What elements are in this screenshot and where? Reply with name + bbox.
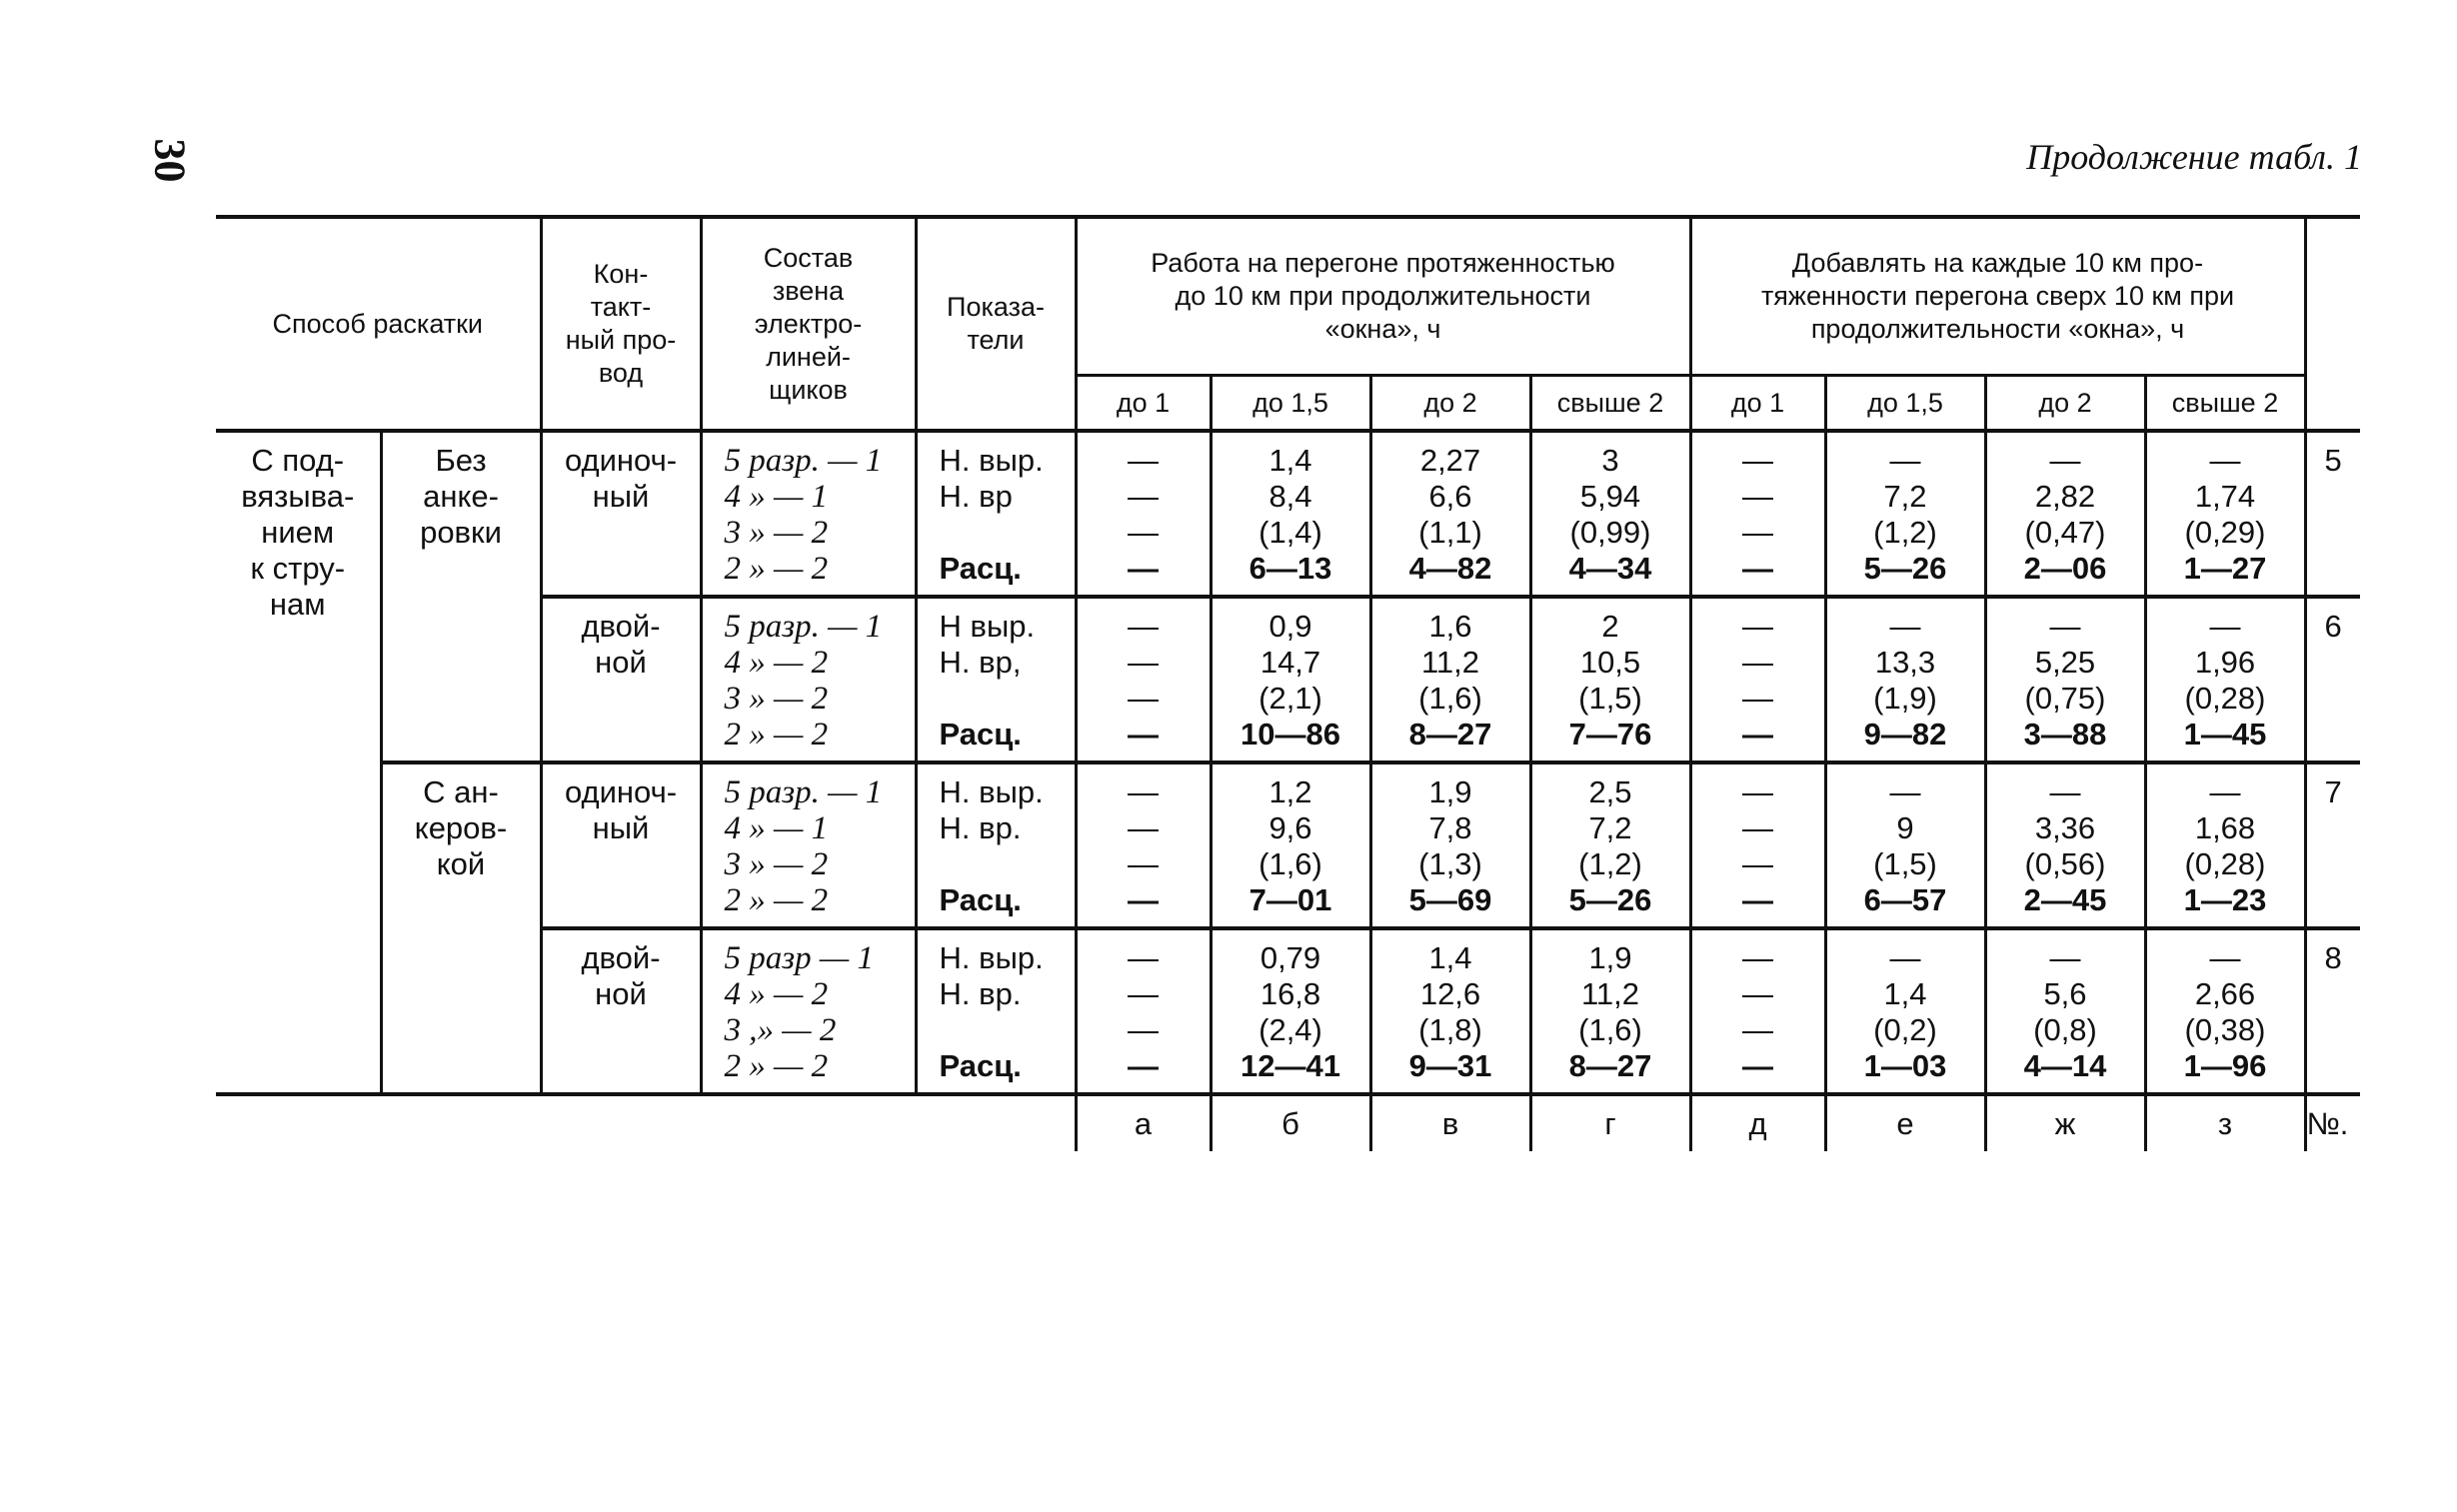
- value-col-а-value: —: [1128, 774, 1159, 809]
- value-col-г-value: 2: [1601, 609, 1619, 644]
- value-col-е-value: 9: [1896, 810, 1914, 845]
- value-col-а-value: —: [1128, 681, 1159, 716]
- value-col-д-value: —: [1742, 846, 1773, 881]
- crew-composition-value: 2 » — 2: [724, 717, 829, 753]
- value-col-в-value: (1,6): [1418, 681, 1482, 716]
- indicators-value: [940, 846, 1075, 882]
- crew-composition-value: 3 » — 2: [724, 515, 829, 551]
- value-col-ж-value: —: [2049, 774, 2081, 809]
- crew-composition-value: 4 » — 1: [724, 479, 829, 515]
- value-col-е-value: —: [1889, 774, 1921, 809]
- subheader-cell: до 1: [1690, 376, 1825, 432]
- value-col-г-value: 11,2: [1580, 976, 1640, 1011]
- value-col-а-value: —: [1128, 443, 1159, 478]
- indicators-value: Н. выр.: [939, 940, 1044, 975]
- value-col-д-value: —: [1742, 717, 1773, 752]
- subheader-cell: до 2: [1370, 376, 1530, 432]
- value-col-з: [2145, 597, 2305, 762]
- value-col-б-value: 0,9: [1268, 609, 1312, 644]
- value-col-е-value: 13,3: [1874, 645, 1936, 680]
- indicators: [916, 597, 1076, 762]
- value-col-б: [1211, 928, 1370, 1094]
- value-col-д: [1690, 928, 1825, 1094]
- value-col-ж-value: 5,25: [2034, 645, 2096, 680]
- indicators-value: [940, 1012, 1075, 1048]
- header-indicators: Показа- тели: [916, 217, 1076, 431]
- method-with-anchor: С ан- керов- кой: [381, 762, 541, 1094]
- value-col-в-value: 11,2: [1420, 645, 1480, 680]
- value-col-а-value: —: [1128, 551, 1159, 586]
- value-col-ж: [1985, 762, 2145, 928]
- value-col-ж-value: —: [2049, 609, 2081, 644]
- value-col-г-value: (1,6): [1578, 1012, 1642, 1047]
- value-col-г-value: (1,2): [1578, 846, 1642, 881]
- value-col-в-value: (1,3): [1418, 846, 1482, 881]
- value-col-в-value: 12,6: [1419, 976, 1481, 1011]
- value-col-д-value: —: [1742, 609, 1773, 644]
- indicators-value: Н. вр,: [939, 645, 1022, 680]
- value-col-д-value: —: [1742, 515, 1773, 550]
- value-col-д-value: —: [1742, 1012, 1773, 1047]
- value-col-а-value: —: [1128, 846, 1159, 881]
- indicators-value: Расц.: [939, 551, 1022, 586]
- value-col-е-value: (0,2): [1873, 1012, 1937, 1047]
- column-letter: б: [1211, 1094, 1370, 1151]
- subheader-cell: до 2: [1985, 376, 2145, 432]
- subheader-cell: свыше 2: [2145, 376, 2305, 432]
- row-number: 6: [2305, 597, 2360, 762]
- value-col-б-value: 10—86: [1240, 717, 1340, 752]
- value-col-в-value: (1,8): [1418, 1012, 1482, 1047]
- value-col-б-value: 0,79: [1259, 940, 1321, 975]
- value-col-б-value: 16,8: [1259, 976, 1321, 1011]
- subheader-cell: до 1: [1076, 376, 1211, 432]
- crew-composition-value: 5 разр — 1: [724, 940, 874, 976]
- value-col-з-value: (0,28): [2184, 846, 2266, 881]
- value-col-г-value: 8—27: [1568, 1048, 1652, 1083]
- value-col-б-value: (1,4): [1258, 515, 1322, 550]
- value-col-д-value: —: [1742, 645, 1773, 680]
- column-letter: а: [1076, 1094, 1211, 1151]
- value-col-г-value: 3: [1601, 443, 1619, 478]
- value-col-ж: [1985, 431, 2145, 597]
- value-col-з-value: 1—27: [2183, 551, 2267, 586]
- value-col-з: [2145, 431, 2305, 597]
- value-col-е-value: —: [1889, 443, 1921, 478]
- value-col-д: [1690, 431, 1825, 597]
- value-col-з-value: 1—45: [2183, 717, 2267, 752]
- value-col-ж-value: 3,36: [2034, 810, 2096, 845]
- value-col-а-value: —: [1128, 882, 1159, 917]
- value-col-а-value: —: [1128, 717, 1159, 752]
- value-col-а-value: —: [1128, 609, 1159, 644]
- value-col-а-value: —: [1128, 1012, 1159, 1047]
- wire-type: одиноч- ный: [541, 762, 701, 928]
- footer-blank: [216, 1094, 1076, 1151]
- value-col-б-value: (2,1): [1258, 681, 1322, 716]
- value-col-д-value: —: [1742, 940, 1773, 975]
- value-col-б-value: 1,4: [1268, 443, 1312, 478]
- value-col-ж: [1985, 597, 2145, 762]
- value-col-е-value: 7,2: [1883, 479, 1927, 514]
- value-col-з-value: —: [2209, 609, 2241, 644]
- value-col-а-value: —: [1128, 479, 1159, 514]
- indicators-value: Н. вр: [939, 479, 1013, 514]
- value-col-г-value: (1,5): [1578, 681, 1642, 716]
- value-col-д-value: —: [1742, 551, 1773, 586]
- value-col-в-value: 7,8: [1428, 810, 1472, 845]
- value-col-а-value: —: [1128, 810, 1159, 845]
- value-col-ж-value: 2—06: [2023, 551, 2107, 586]
- column-letter: ж: [1985, 1094, 2145, 1151]
- crew-composition-value: 5 разр. — 1: [724, 609, 883, 645]
- indicators-value: [940, 515, 1075, 551]
- value-col-е-value: 6—57: [1863, 882, 1947, 917]
- value-col-г: [1530, 928, 1690, 1094]
- indicators-value: Расц.: [939, 1048, 1022, 1083]
- table-continuation-caption: Продолжение табл. 1: [2026, 137, 2362, 177]
- crew-composition-value: 5 разр. — 1: [724, 774, 883, 810]
- value-col-е-value: 5—26: [1863, 551, 1947, 586]
- value-col-б-value: (2,4): [1258, 1012, 1322, 1047]
- indicators-value: Н. выр.: [939, 774, 1044, 809]
- value-col-а-value: —: [1128, 940, 1159, 975]
- header-crew: Состав звена электро- линей- щиков: [701, 217, 916, 431]
- value-col-е-value: 1,4: [1883, 976, 1927, 1011]
- value-col-е-value: (1,9): [1873, 681, 1937, 716]
- indicators-value: [940, 681, 1075, 717]
- value-col-з-value: (0,29): [2184, 515, 2266, 550]
- value-col-г-value: 5,94: [1579, 479, 1641, 514]
- page-number: 30: [145, 138, 195, 183]
- column-letter: з: [2145, 1094, 2305, 1151]
- value-col-е-value: 9—82: [1863, 717, 1947, 752]
- value-col-г: [1530, 762, 1690, 928]
- value-col-ж: [1985, 928, 2145, 1094]
- crew-composition: [701, 597, 916, 762]
- method-suspended: С под- вязыва- нием к стру- нам: [216, 431, 381, 1094]
- header-group-add: Добавлять на каждые 10 км про- тяженности перегона сверх 10 км при продолжительности «окна», ч: [1690, 217, 2305, 376]
- value-col-в-value: 1,4: [1428, 940, 1472, 975]
- column-letters-row: [216, 1094, 2360, 1151]
- crew-composition-value: 3 » — 2: [724, 846, 829, 882]
- value-col-е: [1825, 431, 1985, 597]
- value-col-е: [1825, 597, 1985, 762]
- value-col-е-value: (1,5): [1873, 846, 1937, 881]
- value-col-ж-value: (0,8): [2033, 1012, 2097, 1047]
- header-group-work: Работа на перегоне протяженностью до 10 км при продолжительности «окна», ч: [1076, 217, 1690, 376]
- value-col-з: [2145, 762, 2305, 928]
- value-col-б: [1211, 597, 1370, 762]
- value-col-в-value: 4—82: [1408, 551, 1492, 586]
- value-col-ж-value: 2—45: [2023, 882, 2107, 917]
- value-col-г-value: 10,5: [1579, 645, 1641, 680]
- indicators: [916, 431, 1076, 597]
- value-col-в: [1370, 431, 1530, 597]
- value-col-г-value: 1,9: [1588, 940, 1632, 975]
- column-letter: г: [1530, 1094, 1690, 1151]
- crew-composition-value: 5 разр. — 1: [724, 443, 883, 479]
- value-col-а: [1076, 762, 1211, 928]
- crew-composition: [701, 431, 916, 597]
- value-col-г-value: 7,2: [1588, 810, 1632, 845]
- value-col-д-value: —: [1742, 1048, 1773, 1083]
- value-col-в-value: 9—31: [1408, 1048, 1492, 1083]
- value-col-з-value: 1—23: [2183, 882, 2267, 917]
- value-col-а: [1076, 597, 1211, 762]
- value-col-ж-value: (0,56): [2024, 846, 2106, 881]
- value-col-е: [1825, 928, 1985, 1094]
- value-col-г-value: 4—34: [1568, 551, 1652, 586]
- value-col-д: [1690, 762, 1825, 928]
- value-col-г-value: 5—26: [1568, 882, 1652, 917]
- value-col-а: [1076, 431, 1211, 597]
- value-col-а-value: —: [1128, 645, 1159, 680]
- value-col-а: [1076, 928, 1211, 1094]
- crew-composition-value: 2 » — 2: [724, 1048, 829, 1084]
- column-letter: д: [1690, 1094, 1825, 1151]
- value-col-д-value: —: [1742, 976, 1773, 1011]
- wire-type: одиноч- ный: [541, 431, 701, 597]
- header-wire: Кон- такт- ный про- вод: [541, 217, 701, 431]
- row-number: 5: [2305, 431, 2360, 597]
- value-col-г: [1530, 597, 1690, 762]
- value-col-е-value: —: [1889, 940, 1921, 975]
- crew-composition: [701, 928, 916, 1094]
- value-col-б-value: (1,6): [1258, 846, 1322, 881]
- value-col-ж-value: 3—88: [2023, 717, 2107, 752]
- value-col-з-value: —: [2209, 774, 2241, 809]
- header-method: Способ раскатки: [216, 217, 541, 431]
- value-col-б-value: 6—13: [1248, 551, 1332, 586]
- value-col-ж-value: —: [2049, 940, 2081, 975]
- crew-composition-value: 3 ,» — 2: [724, 1012, 837, 1048]
- table-row: [216, 762, 2360, 928]
- subheader-cell: до 1,5: [1825, 376, 1985, 432]
- value-col-в-value: 5—69: [1408, 882, 1492, 917]
- value-col-д-value: —: [1742, 882, 1773, 917]
- value-col-з-value: —: [2209, 443, 2241, 478]
- value-col-в: [1370, 928, 1530, 1094]
- row-number: 7: [2305, 762, 2360, 928]
- indicators: [916, 928, 1076, 1094]
- value-col-в-value: 8—27: [1408, 717, 1492, 752]
- value-col-д-value: —: [1742, 810, 1773, 845]
- value-col-д-value: —: [1742, 443, 1773, 478]
- header-num-col: [2305, 217, 2360, 431]
- indicators: [916, 762, 1076, 928]
- value-col-г-value: 2,5: [1588, 774, 1632, 809]
- value-col-а-value: —: [1128, 1048, 1159, 1083]
- column-letter: в: [1370, 1094, 1530, 1151]
- crew-composition-value: 4 » — 2: [724, 976, 829, 1012]
- indicators-value: Расц.: [939, 717, 1022, 752]
- indicators-value: Н выр.: [939, 609, 1036, 644]
- value-col-в-value: 6,6: [1428, 479, 1472, 514]
- value-col-ж-value: 5,6: [2043, 976, 2087, 1011]
- subheader-cell: до 1,5: [1211, 376, 1370, 432]
- value-col-в: [1370, 597, 1530, 762]
- value-col-б-value: 12—41: [1240, 1048, 1340, 1083]
- indicators-value: Н. выр.: [939, 443, 1044, 478]
- value-col-з: [2145, 928, 2305, 1094]
- crew-composition-value: 3 » — 2: [724, 681, 829, 717]
- value-col-з-value: (0,28): [2184, 681, 2266, 716]
- crew-composition-value: 2 » — 2: [724, 551, 829, 587]
- value-col-б-value: 8,4: [1268, 479, 1312, 514]
- value-col-з-value: 1,68: [2194, 810, 2256, 845]
- value-col-в-value: 1,6: [1428, 609, 1472, 644]
- norm-table: [216, 215, 2360, 1151]
- subheader-cell: свыше 2: [1530, 376, 1690, 432]
- value-col-б-value: 9,6: [1268, 810, 1312, 845]
- indicators-value: Н. вр.: [939, 976, 1022, 1011]
- value-col-ж-value: (0,47): [2024, 515, 2106, 550]
- value-col-е-value: (1,2): [1873, 515, 1937, 550]
- indicators-value: Расц.: [939, 882, 1022, 917]
- value-col-б-value: 14,7: [1259, 645, 1321, 680]
- crew-composition-value: 4 » — 2: [724, 645, 829, 681]
- value-col-г: [1530, 431, 1690, 597]
- value-col-б-value: 1,2: [1268, 774, 1312, 809]
- row-number: 8: [2305, 928, 2360, 1094]
- value-col-ж-value: 2,82: [2034, 479, 2096, 514]
- method-no-anchor: Без анке- ровки: [381, 431, 541, 762]
- value-col-д: [1690, 597, 1825, 762]
- value-col-б-value: 7—01: [1248, 882, 1332, 917]
- value-col-е-value: 1—03: [1863, 1048, 1947, 1083]
- value-col-г-value: (0,99): [1569, 515, 1651, 550]
- value-col-г-value: 7—76: [1568, 717, 1652, 752]
- column-letter: е: [1825, 1094, 1985, 1151]
- value-col-ж-value: 4—14: [2023, 1048, 2107, 1083]
- wire-type: двой- ной: [541, 928, 701, 1094]
- value-col-ж-value: —: [2049, 443, 2081, 478]
- value-col-ж-value: (0,75): [2024, 681, 2106, 716]
- value-col-д-value: —: [1742, 774, 1773, 809]
- value-col-з-value: 1—96: [2183, 1048, 2267, 1083]
- value-col-в-value: 2,27: [1419, 443, 1481, 478]
- row-number-label: №.: [2305, 1094, 2360, 1151]
- value-col-д-value: —: [1742, 479, 1773, 514]
- value-col-в-value: 1,9: [1428, 774, 1472, 809]
- value-col-з-value: 2,66: [2194, 976, 2256, 1011]
- wire-type: двой- ной: [541, 597, 701, 762]
- value-col-б: [1211, 762, 1370, 928]
- value-col-в-value: (1,1): [1418, 515, 1482, 550]
- indicators-value: Н. вр.: [939, 810, 1022, 845]
- value-col-з-value: 1,74: [2194, 479, 2256, 514]
- value-col-з-value: (0,38): [2184, 1012, 2266, 1047]
- value-col-в: [1370, 762, 1530, 928]
- crew-composition-value: 4 » — 1: [724, 810, 829, 846]
- value-col-а-value: —: [1128, 976, 1159, 1011]
- value-col-е: [1825, 762, 1985, 928]
- value-col-з-value: 1,96: [2194, 645, 2256, 680]
- crew-composition-value: 2 » — 2: [724, 882, 829, 918]
- table-row: [216, 431, 2360, 597]
- value-col-б: [1211, 431, 1370, 597]
- value-col-е-value: —: [1889, 609, 1921, 644]
- value-col-а-value: —: [1128, 515, 1159, 550]
- crew-composition: [701, 762, 916, 928]
- value-col-д-value: —: [1742, 681, 1773, 716]
- value-col-з-value: —: [2209, 940, 2241, 975]
